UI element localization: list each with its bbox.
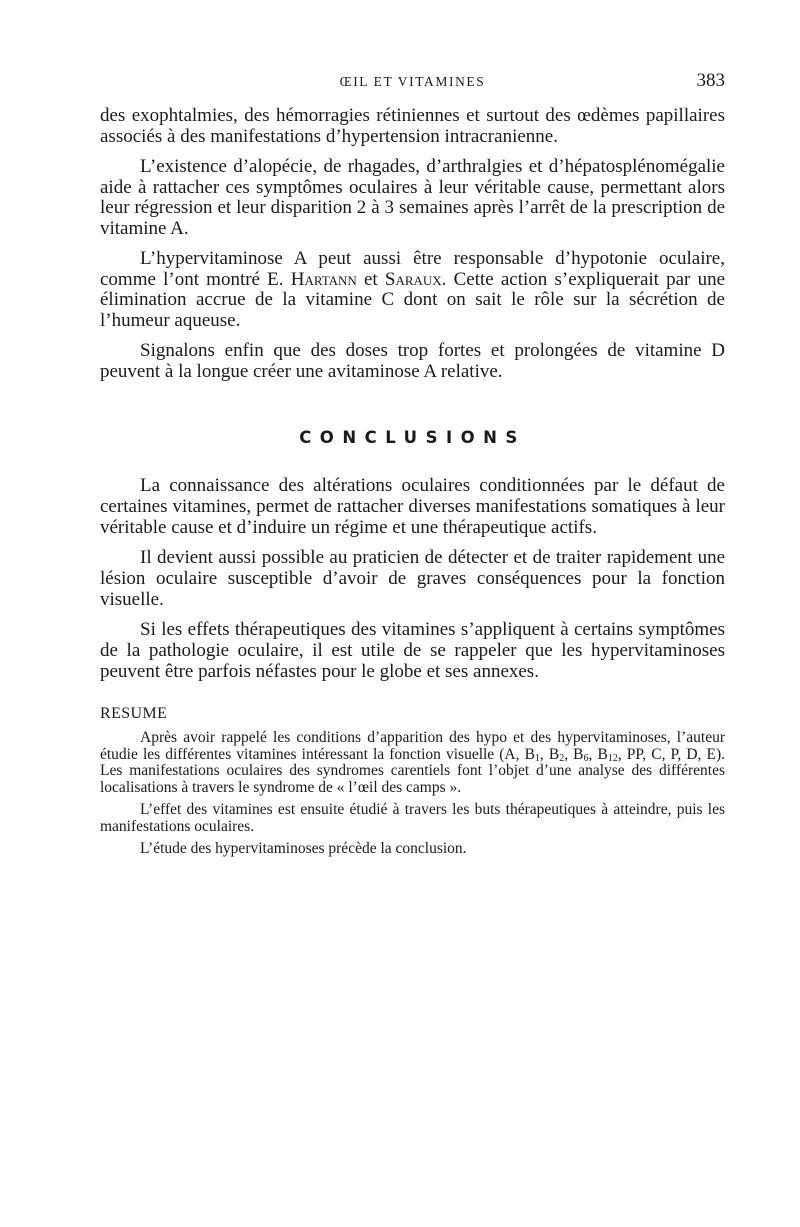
- conclusions-heading: CONCLUSIONS: [299, 428, 526, 447]
- resume-paragraph-1: Après avoir rappelé les conditions d’apparition des hypo et des hypervitaminoses, l’auteur étudie les différentes vitamines intéressant la fonction visuelle (A, $B_1$, $B_2$, $B_6$, $B_{12}$, PP, C, P, D, E). Les manifestations oculaires des syndromes carentiels font l’objet d’une analyse des différentes localisations à travers le syndrome de « l’œil des camps ».: [100, 729, 726, 796]
- conclusion-paragraph-2: Il devient aussi possible au praticien de détecter et de traiter rapidement une lésion oculaire susceptible d’avoir de graves conséquences pour la fonction visuelle.: [100, 547, 725, 610]
- vitamin-b2-base: B: [548, 745, 560, 763]
- vitamin-b2-sub: 2: [559, 752, 565, 764]
- paragraph-hypotonie: [100, 249, 725, 331]
- running-title: ŒIL ET VITAMINES: [339, 74, 486, 89]
- vitamin-b12-base: B: [597, 745, 608, 763]
- author-hartann: Hartann: [290, 268, 357, 290]
- vitamin-b6-sub: 6: [583, 752, 589, 764]
- paragraph-exophtalmies: des exophtalmies, des hémorragies rétiniennes et surtout des œdèmes papillaires associés à des manifestations d’hypertension intracranienne.: [100, 105, 725, 147]
- resume-heading: RESUME: [100, 705, 168, 722]
- vitamin-b1: [525, 746, 540, 763]
- resume-p1-end: , PP, C, P, D, E). Les manifestations oculaires des syndromes carentiels font l’objet d’une analyse des différentes localisations à travers le syndrome de « l’œil des camps ».: [100, 745, 726, 796]
- vitamin-b12-sub: 12: [607, 752, 618, 764]
- paragraph-alopecie: L’existence d’alopécie, de rhagades, d’arthralgies et d’hépatosplénomégalie aide à rattacher ces symptômes oculaires à leur véritable cause, permettant alors leur régression et leur disparition 2 à 3 semaines après l’arrêt de la prescription de vitamine A.: [100, 156, 725, 239]
- vitamin-b2: [549, 746, 564, 763]
- vitamin-b6: [573, 746, 588, 763]
- conclusions-text: [100, 475, 725, 691]
- body-text: [100, 106, 725, 392]
- paragraph-vitamine-d: Signalons enfin que des doses trop fortes et prolongées de vitamine D peuvent à la longue créer une avitaminose A relative.: [100, 340, 725, 382]
- page-number: 383: [696, 70, 725, 91]
- running-header: [100, 70, 725, 96]
- resume-paragraph-2: L’effet des vitamines est ensuite étudié à travers les buts thérapeutiques à atteindre, puis les manifestations oculaires.: [100, 801, 725, 835]
- paragraph-hypotonie-start: L’hypervitaminose A peut aussi être responsable d’hypotonie oculaire, comme l’ont montré E.: [100, 248, 725, 290]
- vitamin-b1-sub: 1: [534, 752, 540, 764]
- resume-p1-start: Après avoir rappelé les conditions d’apparition des hypo et des hypervitaminoses, l’auteur étudie les différentes vitamines intéressant la fonction visuelle (A,: [100, 729, 725, 763]
- vitamin-b12: [597, 746, 617, 763]
- conclusion-paragraph-1: La connaissance des altérations oculaires conditionnées par le défaut de certaines vitamines, permet de rattacher diverses manifestations somatiques à leur véritable cause et d’induire un régime et une thérapeutique actifs.: [100, 475, 725, 538]
- author-saraux: Saraux: [384, 268, 442, 290]
- vitamin-b6-base: B: [573, 745, 584, 763]
- paragraph-hypotonie-end: . Cette action s’expliquerait par une élimination accrue de la vitamine C dont on sait le rôle sur la sécrétion de l’humeur aqueuse.: [100, 268, 726, 331]
- resume-paragraph-3: L’étude des hypervitaminoses précède la conclusion.: [140, 840, 467, 857]
- conclusion-paragraph-3: Si les effets thérapeutiques des vitamines s’appliquent à certains symptômes de la pathologie oculaire, il est utile de se rappeler que les hypervitaminoses peuvent être parfois néfastes pour le globe et ses annexes.: [100, 619, 725, 682]
- vitamin-b1-base: B: [524, 745, 535, 763]
- resume-text: [100, 730, 725, 864]
- document-page: [100, 0, 725, 1227]
- paragraph-hypotonie-et: et: [356, 268, 385, 290]
